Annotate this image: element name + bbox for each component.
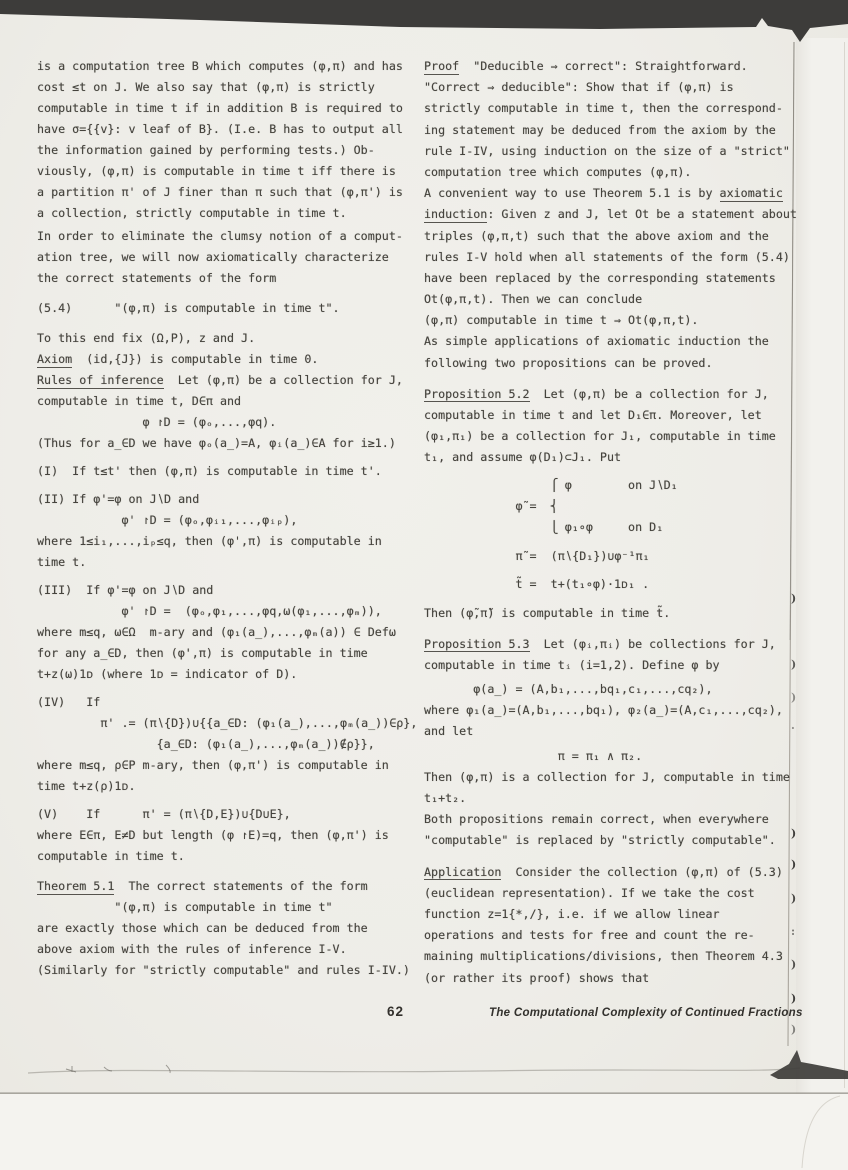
text-run: function z=1{*,/}, i.e. if we allow linear	[424, 906, 720, 921]
text-line	[424, 809, 797, 830]
text-run: φ' ↾D = (φₒ,φ₁,...,φq,ω(φ₁,...,φₘ)),	[37, 604, 382, 618]
text-line	[37, 412, 417, 433]
page-edge-mark: )	[791, 892, 797, 905]
paragraph-block	[37, 226, 417, 289]
text-line	[424, 904, 797, 925]
text-run: (IV) If	[37, 695, 101, 709]
text-line	[424, 679, 797, 700]
right-column	[424, 56, 797, 989]
text-run: In order to eliminate the clumsy notion of a comput-	[37, 229, 403, 243]
underlined-term: induction	[424, 207, 488, 222]
paragraph-block	[424, 700, 797, 742]
text-run: have σ={{v}: v leaf of B}. (I.e. B has to output all	[37, 122, 403, 136]
text-run: where 1≤i₁,...,iₚ≤q, then (φ',π) is computable in	[37, 534, 382, 548]
text-line	[424, 475, 797, 496]
text-line	[424, 353, 797, 374]
text-run: φ ↾D = (φₒ,...,φq).	[37, 415, 277, 429]
text-line	[37, 391, 417, 412]
paragraph-block	[424, 767, 797, 852]
text-run: The correct statements of the form	[114, 879, 368, 893]
text-line	[37, 918, 417, 939]
paragraph-block	[424, 634, 797, 676]
paragraph-block	[37, 804, 417, 867]
page-edge-mark: )	[791, 592, 797, 605]
text-run: π̃ = (π∖{D₁})∪φ⁻¹π₁	[424, 549, 650, 564]
text-run: above axiom with the rules of inference I-V.	[37, 942, 347, 956]
text-run: t₁, and assume φ(D₁)⊂J₁. Put	[424, 450, 622, 465]
text-line	[37, 734, 417, 755]
text-run: cost ≤t on J. We also say that (φ,π) is strictly	[37, 80, 375, 94]
text-run: rules I-V hold when all statements of the form (5.4)	[424, 249, 790, 264]
text-line	[37, 140, 417, 161]
page-edge-mark: ·	[791, 722, 795, 735]
text-line	[424, 310, 797, 331]
text-run: maining multiplications/divisions, then Theorem 4.3	[424, 949, 783, 964]
text-line	[37, 298, 417, 319]
text-run: t̃ = t+(t₁∘φ)·1ᴅ₁ .	[424, 577, 650, 592]
paragraph-block	[424, 746, 797, 767]
text-line	[37, 713, 417, 734]
text-run: (Thus for a̲∈D we have φₒ(a̲)=A, φᵢ(a̲)∈A for i≥1.)	[37, 436, 396, 450]
text-run: the correct statements of the form	[37, 271, 277, 285]
text-line	[37, 643, 417, 664]
text-line	[37, 897, 417, 918]
text-line	[37, 349, 417, 370]
underlined-term: Rules of inference	[37, 373, 164, 387]
text-line	[37, 776, 417, 797]
paragraph-block	[424, 862, 797, 989]
left-column	[37, 56, 417, 981]
text-run: (Similarly for "strictly computable" and rules I-IV.)	[37, 963, 410, 977]
text-run: Then (φ̃,π̃) is computable in time t̃.	[424, 605, 671, 620]
page-edge-mark: )	[791, 691, 797, 704]
page-edge-mark: )	[791, 827, 797, 840]
underlined-term: Axiom	[37, 352, 73, 366]
text-run: (5.4) "(φ,π) is computable in time t".	[37, 301, 340, 315]
scanner-edge-band	[0, 0, 848, 42]
underlined-term: Proposition 5.3	[424, 636, 530, 651]
text-line	[37, 755, 417, 776]
text-run: a partition π' of J finer than π such that (φ,π') is	[37, 185, 403, 199]
text-run: computable in time tᵢ (i=1,2). Define φ by	[424, 657, 720, 672]
text-run: computable in time t, D∈π and	[37, 394, 242, 408]
running-title: The Computational Complexity of Continued Fractions	[489, 1007, 803, 1019]
text-line	[37, 960, 417, 981]
text-line	[37, 489, 417, 510]
text-line	[424, 700, 797, 721]
next-page-edge	[796, 38, 848, 1094]
text-line	[37, 510, 417, 531]
text-run: strictly computable in time t, then the correspond-	[424, 101, 783, 116]
page-edge-mark: )	[791, 658, 797, 671]
text-line	[37, 119, 417, 140]
text-run: where φ₁(a̲)=(A,b₁,...,bq₁), φ₂(a̲)=(A,c₁,...,cq₂),	[424, 703, 783, 718]
text-line	[37, 461, 417, 482]
text-line	[424, 603, 797, 624]
page-edge-mark: :	[791, 925, 796, 938]
bottom-smudge-mark-3	[166, 1065, 170, 1073]
text-run: ation tree, we will now axiomatically characterize	[37, 250, 389, 264]
text-run: "Deducible ⇒ correct": Straightforward.	[459, 59, 748, 73]
text-line	[37, 664, 417, 685]
text-line	[424, 767, 797, 788]
text-run: rule I-IV, using induction on the size of a "strict"	[424, 143, 790, 158]
paragraph-block	[37, 461, 417, 482]
text-run: is a computation tree B which computes (φ,π) and has	[37, 59, 403, 73]
text-line	[424, 426, 797, 447]
text-line	[424, 141, 797, 162]
text-line	[424, 746, 797, 767]
text-run: (or rather its proof) shows that	[424, 970, 650, 985]
page-edge-mark: )	[791, 858, 797, 871]
paragraph-block	[37, 876, 417, 981]
text-line	[424, 925, 797, 946]
text-run: φ̃ = ⎨	[424, 498, 558, 513]
underlined-term: Application	[424, 864, 502, 879]
paragraph-block	[37, 298, 417, 319]
bottom-smudge-squiggle	[28, 1068, 800, 1073]
text-line	[424, 77, 797, 98]
text-line	[37, 846, 417, 867]
text-run: "(φ,π) is computable in time t"	[37, 900, 333, 914]
text-run: ⎩ φ₁∘φ on D₁	[424, 519, 664, 534]
text-line	[424, 226, 797, 247]
text-run: φ' ↾D = (φₒ,φᵢ₁,...,φᵢₚ),	[37, 513, 298, 527]
page-edge-mark: )	[791, 958, 797, 971]
text-run: time t.	[37, 555, 87, 569]
text-line	[37, 552, 417, 573]
text-line	[37, 825, 417, 846]
text-run: (II) If φ'=φ on J∖D and	[37, 492, 200, 506]
text-run: (euclidean representation). If we take the cost	[424, 885, 755, 900]
text-line	[37, 531, 417, 552]
page-number: 62	[387, 1004, 405, 1019]
text-line	[37, 98, 417, 119]
text-line	[37, 370, 417, 391]
text-run: have been replaced by the corresponding statements	[424, 270, 776, 285]
text-line	[424, 331, 797, 352]
text-run: are exactly those which can be deduced from the	[37, 921, 368, 935]
text-line	[424, 384, 797, 405]
text-run: (φ,π) computable in time t ⇒ Ot(φ,π,t).	[424, 313, 699, 328]
text-run: (III) If φ'=φ on J∖D and	[37, 583, 214, 597]
text-run: Consider the collection (φ,π) of (5.3)	[501, 864, 783, 879]
text-run: Let (φ,π) be a collection for J,	[163, 373, 403, 387]
underlined-term: Proof	[424, 59, 460, 73]
paragraph-block	[37, 56, 417, 224]
paragraph-block	[424, 546, 797, 567]
text-run: π' .= (π∖{D})∪{{a̲∈D: (φ₁(a̲),...,φₘ(a̲))∈ρ},	[37, 716, 418, 730]
text-line	[424, 788, 797, 809]
paragraph-block	[37, 580, 417, 685]
text-line	[424, 883, 797, 904]
text-run: ⎧ φ on J∖D₁	[424, 477, 678, 492]
text-line	[37, 247, 417, 268]
page-edge-mark: )	[791, 992, 797, 1005]
text-line	[37, 161, 417, 182]
text-run: (φ₁,π₁) be a collection for J₁, computable in time	[424, 429, 776, 444]
paragraph-block	[37, 692, 417, 797]
text-line	[37, 622, 417, 643]
text-run: {a̲∈D: (φ₁(a̲),...,φₘ(a̲))∉ρ}},	[37, 737, 375, 751]
next-page-edge-line	[844, 42, 845, 1088]
text-run: t₁+t₂.	[424, 791, 467, 805]
underlined-term: Proposition 5.2	[424, 386, 530, 401]
bottom-smudge-mark-1	[66, 1066, 76, 1072]
text-line	[424, 830, 797, 851]
text-run: where m≤q, ρ∈P m-ary, then (φ,π') is computable in	[37, 758, 389, 772]
text-run: ing statement may be deduced from the axiom by the	[424, 122, 776, 137]
text-line	[424, 546, 797, 567]
text-line	[424, 862, 797, 883]
text-run: φ(a̲) = (A,b₁,...,bq₁,c₁,...,cq₂),	[424, 682, 713, 697]
paragraph-block	[424, 384, 797, 469]
paragraph-block	[424, 574, 797, 595]
text-line	[424, 946, 797, 967]
text-line	[424, 655, 797, 676]
text-run: where m≤q, ω∈Ω m-ary and (φ₁(a̲),...,φₘ(a)) ∈ Defω	[37, 625, 396, 639]
paragraph-block	[424, 603, 797, 624]
page-bottom-margin	[0, 1094, 848, 1170]
text-run: "computable" is replaced by "strictly computable".	[424, 833, 776, 848]
text-run: a collection, strictly computable in time t.	[37, 206, 347, 220]
text-line	[37, 56, 417, 77]
text-line	[37, 433, 417, 454]
text-run: Both propositions remain correct, when everywhere	[424, 812, 769, 827]
underlined-term: Theorem 5.1	[37, 879, 115, 893]
text-line	[424, 634, 797, 655]
text-line	[37, 328, 417, 349]
text-run: (V) If π' = (π∖{D,E})∪{D∪E},	[37, 807, 291, 821]
text-run: where E∈π, E≠D but length (φ ↾E)=q, then (φ,π') is	[37, 828, 389, 842]
text-run: (id,{J}) is computable in time 0.	[72, 352, 319, 366]
paragraph-block	[424, 56, 797, 374]
text-run: time t+z(ρ)1ᴅ.	[37, 779, 136, 793]
text-run: Then (φ,π) is a collection for J, computable in time	[424, 769, 790, 784]
text-line	[37, 226, 417, 247]
text-line	[37, 268, 417, 289]
text-run: for any a̲∈D, then (φ',π) is computable in time	[37, 646, 368, 660]
text-line	[424, 268, 797, 289]
text-run: and let	[424, 724, 474, 739]
paragraph-block	[424, 679, 797, 700]
text-line	[424, 574, 797, 595]
text-line	[424, 517, 797, 538]
text-run: : Given z and J, let Ot be a statement about	[487, 207, 797, 222]
text-run: Let (φᵢ,πᵢ) be collections for J,	[529, 636, 776, 651]
text-line	[37, 182, 417, 203]
text-run: computable in time t if in addition B is required to	[37, 101, 403, 115]
text-run: operations and tests for free and count the re-	[424, 928, 755, 943]
text-line	[37, 601, 417, 622]
text-line	[424, 289, 797, 310]
text-line	[424, 183, 797, 204]
page-edge-mark: )	[791, 1023, 797, 1036]
text-line	[424, 721, 797, 742]
text-line	[37, 77, 417, 98]
text-run: triples (φ,π,t) such that the above axiom and the	[424, 228, 769, 243]
text-line	[424, 496, 797, 517]
text-run: As simple applications of axiomatic induction the	[424, 334, 769, 349]
text-run: (I) If t≤t' then (φ,π) is computable in time t'.	[37, 464, 382, 478]
text-line	[424, 120, 797, 141]
text-line	[37, 692, 417, 713]
paragraph-block	[424, 475, 797, 539]
text-line	[424, 162, 797, 183]
bottom-smudge-mark-2	[104, 1067, 112, 1071]
text-line	[37, 939, 417, 960]
text-line	[424, 447, 797, 468]
text-line	[424, 98, 797, 119]
text-run: π = π₁ ∧ π₂.	[424, 748, 643, 763]
text-run: following two propositions can be proved.	[424, 355, 713, 370]
text-line	[37, 580, 417, 601]
text-line	[37, 203, 417, 224]
text-run: t+z(ω)1ᴅ (where 1ᴅ = indicator of D).	[37, 667, 298, 681]
text-run: Ot(φ,π,t). Then we can conclude	[424, 292, 643, 307]
text-run: the information gained by performing tests.) Ob-	[37, 143, 375, 157]
text-line	[424, 405, 797, 426]
text-line	[37, 804, 417, 825]
text-line	[424, 56, 797, 77]
text-run: computable in time t.	[37, 849, 185, 863]
text-line	[37, 876, 417, 897]
text-run: "Correct ⇒ deducible": Show that if (φ,π) is	[424, 80, 734, 95]
paragraph-block	[37, 489, 417, 573]
text-line	[424, 204, 797, 225]
text-line	[424, 247, 797, 268]
underlined-term: axiomatic	[719, 186, 783, 201]
text-run: Let (φ,π) be a collection for J,	[529, 386, 769, 401]
text-run: computation tree which computes (φ,π).	[424, 164, 692, 179]
text-run: To this end fix (Ω,P), z and J.	[37, 331, 256, 345]
paragraph-block	[37, 328, 417, 454]
text-run: viously, (φ,π) is computable in time t iff there is	[37, 164, 396, 178]
text-line	[424, 968, 797, 989]
text-run: A convenient way to use Theorem 5.1 is by	[424, 186, 720, 201]
text-run: computable in time t and let D₁∈π. Moreover, let	[424, 408, 762, 422]
